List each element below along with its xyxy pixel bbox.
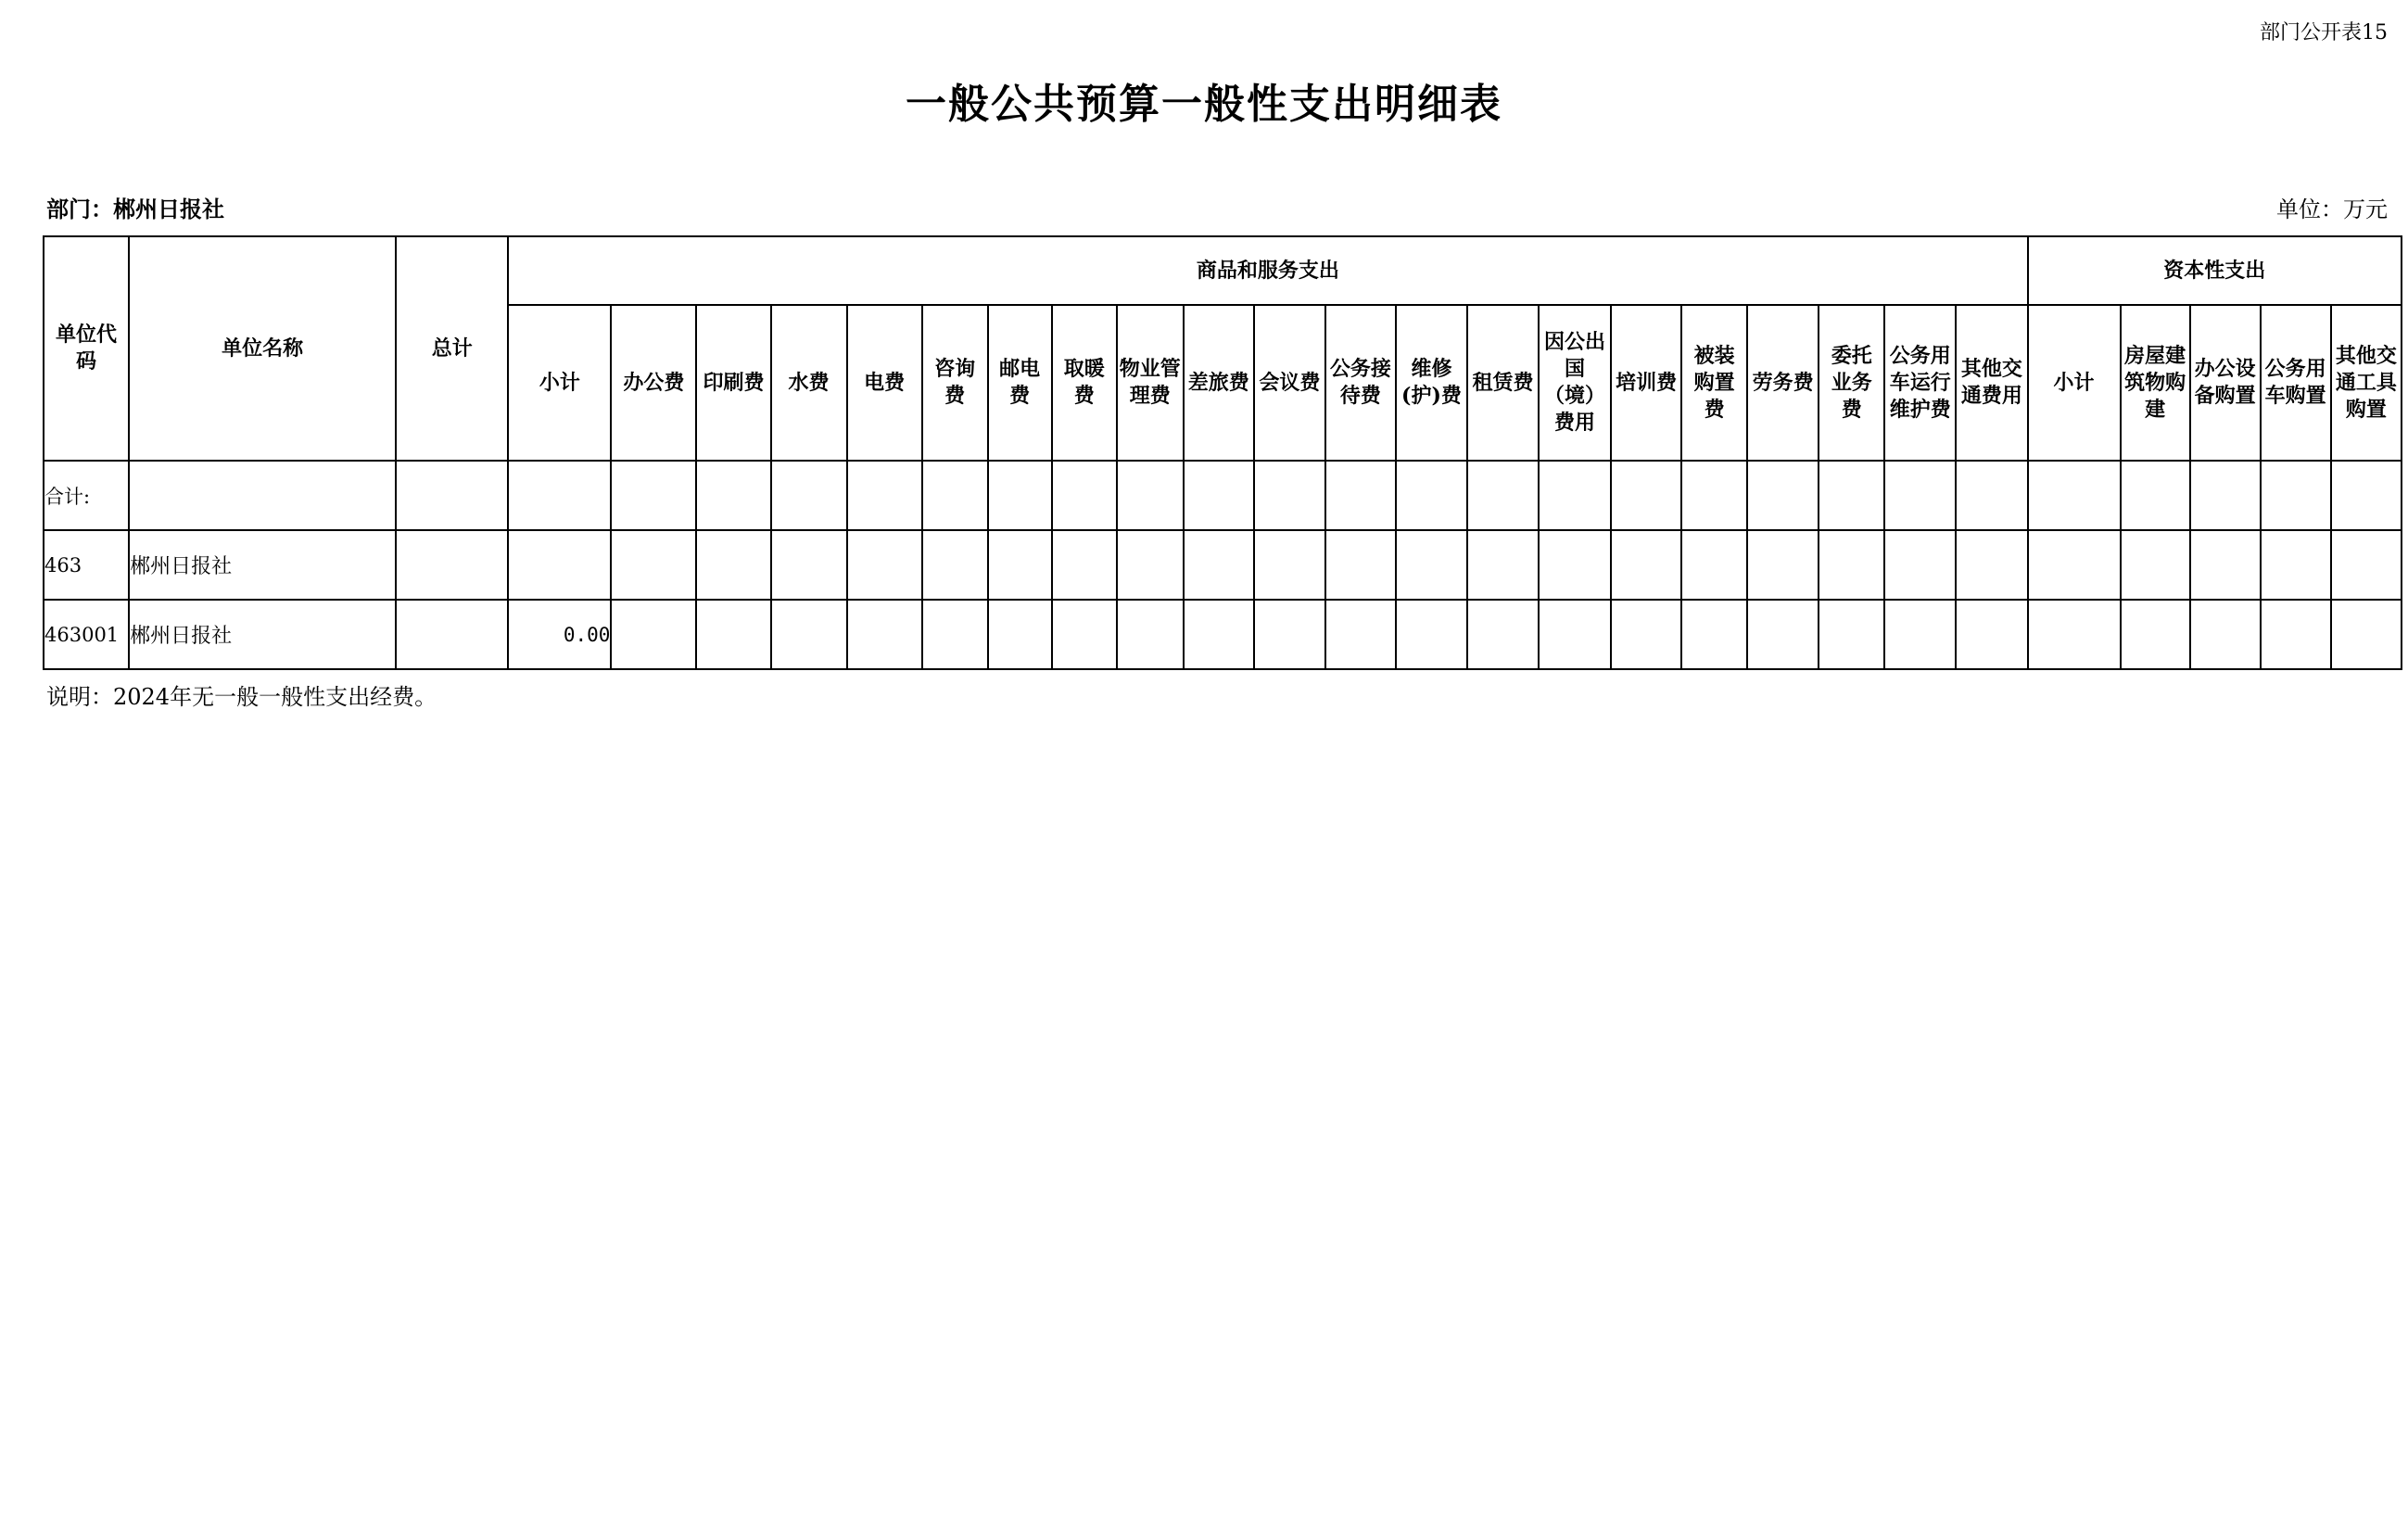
header-labor: 劳务费 bbox=[1747, 305, 1819, 461]
row-code: 合计: bbox=[44, 461, 129, 530]
header-water: 水费 bbox=[771, 305, 847, 461]
header-vehicle-operation: 公务用车运行维护费 bbox=[1884, 305, 1956, 461]
header-name: 单位名称 bbox=[129, 236, 396, 461]
header-rental: 租赁费 bbox=[1467, 305, 1539, 461]
header-other-transport: 其他交通费用 bbox=[1956, 305, 2027, 461]
header-maintenance: 维修(护)费 bbox=[1396, 305, 1467, 461]
header-commissioned: 委托业务费 bbox=[1819, 305, 1884, 461]
unit-label: 单位：万元 bbox=[2276, 196, 2388, 222]
header-code: 单位代码 bbox=[44, 236, 129, 461]
row-total bbox=[396, 461, 508, 530]
header-office-equipment: 办公设备购置 bbox=[2190, 305, 2261, 461]
header-total: 总计 bbox=[396, 236, 508, 461]
table-row bbox=[44, 461, 2402, 530]
header-heating: 取暖费 bbox=[1052, 305, 1117, 461]
footnote: 说明：2024年无一般一般性支出经费。 bbox=[46, 684, 437, 710]
header-consulting: 咨询费 bbox=[922, 305, 988, 461]
header-property: 物业管理费 bbox=[1117, 305, 1184, 461]
header-gs-subtotal: 小计 bbox=[508, 305, 611, 461]
row-total bbox=[396, 600, 508, 669]
header-other-vehicle-purchase: 其他交通工具购置 bbox=[2331, 305, 2402, 461]
row-code: 463 bbox=[44, 530, 129, 600]
header-training: 培训费 bbox=[1611, 305, 1681, 461]
header-travel: 差旅费 bbox=[1184, 305, 1254, 461]
row-code: 463001 bbox=[44, 600, 129, 669]
header-vehicle-purchase: 公务用车购置 bbox=[2261, 305, 2331, 461]
header-goods-services: 商品和服务支出 bbox=[508, 236, 2027, 305]
header-uniform: 被装购置费 bbox=[1681, 305, 1747, 461]
table-row bbox=[44, 530, 2402, 600]
header-overseas: 因公出国（境）费用 bbox=[1539, 305, 1611, 461]
header-capital: 资本性支出 bbox=[2028, 236, 2402, 305]
header-building: 房屋建筑物购建 bbox=[2121, 305, 2190, 461]
table-number: 部门公开表15 bbox=[2260, 21, 2388, 44]
header-postal: 邮电费 bbox=[988, 305, 1052, 461]
row-name bbox=[129, 461, 396, 530]
page-title: 一般公共预算一般性支出明细表 bbox=[906, 81, 1502, 128]
row-name: 郴州日报社 bbox=[129, 600, 396, 669]
table-row bbox=[44, 600, 2402, 669]
header-cap-subtotal: 小计 bbox=[2028, 305, 2121, 461]
header-meeting: 会议费 bbox=[1254, 305, 1325, 461]
header-printing: 印刷费 bbox=[696, 305, 770, 461]
row-name: 郴州日报社 bbox=[129, 530, 396, 600]
row-gs-subtotal: 0.00 bbox=[508, 600, 611, 669]
row-total bbox=[396, 530, 508, 600]
header-office: 办公费 bbox=[611, 305, 696, 461]
expenditure-table bbox=[43, 235, 2402, 670]
department-label: 部门：郴州日报社 bbox=[46, 196, 224, 222]
header-reception: 公务接待费 bbox=[1325, 305, 1396, 461]
header-electricity: 电费 bbox=[847, 305, 922, 461]
